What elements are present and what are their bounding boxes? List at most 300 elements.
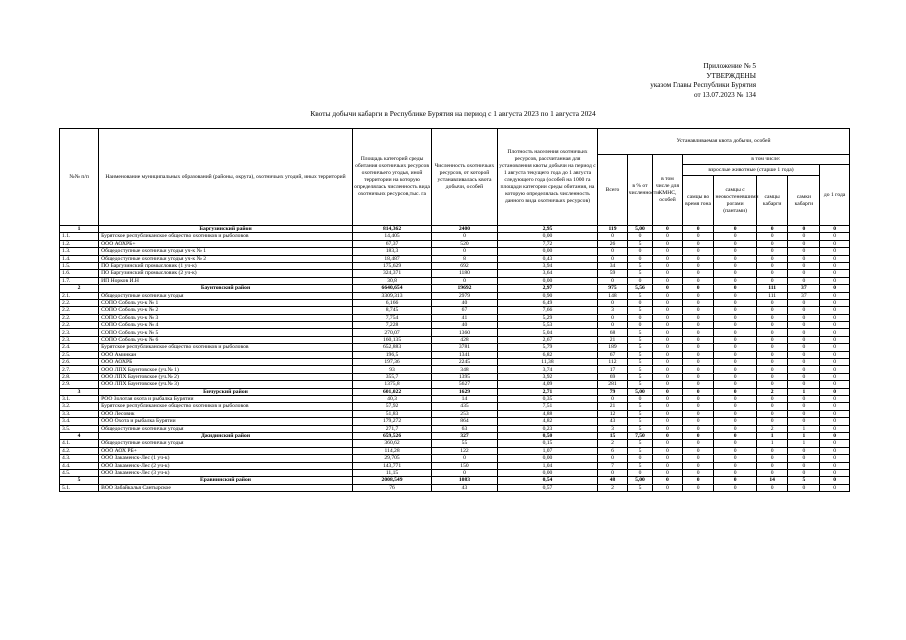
row-number: 4.3. bbox=[60, 455, 99, 462]
row-females: 0 bbox=[788, 322, 820, 329]
row-pct: 5,00 bbox=[627, 388, 652, 395]
row-total: 43 bbox=[598, 418, 628, 425]
row-count: 435 bbox=[432, 403, 498, 410]
table-row bbox=[60, 351, 850, 358]
row-kmns: 0 bbox=[653, 285, 683, 292]
row-area: 2008,549 bbox=[352, 477, 431, 484]
header-density: Плотность населения охотничьих ресурсов, рассчитанная для установления квоты добычи на период с 1 августа текущего года до 1 августа следующего года (особей на 1000 га площади категории среды обитания, на которую определялась численность данного вида охотничьих ресурсов) bbox=[497, 129, 597, 226]
row-young: 0 bbox=[820, 248, 850, 255]
row-count: 41 bbox=[432, 314, 498, 321]
row-males: 0 bbox=[756, 240, 788, 247]
row-males-antlers: 0 bbox=[714, 270, 756, 277]
row-young: 0 bbox=[820, 314, 850, 321]
row-density: 7,72 bbox=[497, 240, 597, 247]
row-area: 183,3 bbox=[352, 248, 431, 255]
row-young: 0 bbox=[820, 410, 850, 417]
row-total: 0 bbox=[598, 299, 628, 306]
row-females: 5 bbox=[788, 477, 820, 484]
row-count: 2979 bbox=[432, 292, 498, 299]
table-row bbox=[60, 403, 850, 410]
row-name: Общедоступные охотничьи угодья уч-к № 1 bbox=[99, 248, 353, 255]
row-males-antlers: 0 bbox=[714, 292, 756, 299]
table-row bbox=[60, 270, 850, 277]
decree-date: от 13.07.2023 № 134 bbox=[693, 90, 756, 99]
row-number: 3.3. bbox=[60, 410, 99, 417]
row-total: 112 bbox=[598, 359, 628, 366]
row-total: 79 bbox=[598, 388, 628, 395]
row-males-rut: 0 bbox=[682, 359, 714, 366]
row-total: 975 bbox=[598, 285, 628, 292]
row-females: 37 bbox=[788, 285, 820, 292]
row-count: 14 bbox=[432, 395, 498, 402]
row-pct: 0 bbox=[627, 255, 652, 262]
row-males: 0 bbox=[756, 381, 788, 388]
row-number: 2.5. bbox=[60, 351, 99, 358]
row-count: 864 bbox=[432, 418, 498, 425]
row-total: 0 bbox=[598, 248, 628, 255]
row-count: 0 bbox=[432, 248, 498, 255]
row-pct: 5 bbox=[627, 307, 652, 314]
row-young: 0 bbox=[820, 255, 850, 262]
row-kmns: 0 bbox=[653, 425, 683, 432]
row-kmns: 0 bbox=[653, 432, 683, 439]
row-males-antlers: 0 bbox=[714, 336, 756, 343]
row-females: 0 bbox=[788, 248, 820, 255]
row-area: 197,36 bbox=[352, 359, 431, 366]
district-row bbox=[60, 432, 850, 439]
row-pct: 5 bbox=[627, 373, 652, 380]
row-number: 2.6. bbox=[60, 359, 99, 366]
row-name: ООО Лесовик bbox=[99, 410, 353, 417]
row-pct: 5 bbox=[627, 336, 652, 343]
row-males-rut: 0 bbox=[682, 388, 714, 395]
row-pct: 5 bbox=[627, 270, 652, 277]
appendix-label: Приложение № 5 bbox=[703, 62, 756, 70]
row-females: 0 bbox=[788, 410, 820, 417]
table-row bbox=[60, 233, 850, 240]
row-count: 1180 bbox=[432, 270, 498, 277]
row-kmns: 0 bbox=[653, 277, 683, 284]
row-males-rut: 0 bbox=[682, 307, 714, 314]
row-females: 0 bbox=[788, 233, 820, 240]
row-young: 0 bbox=[820, 233, 850, 240]
table-body bbox=[60, 226, 850, 492]
district-row bbox=[60, 226, 850, 233]
row-young: 0 bbox=[820, 299, 850, 306]
row-name: ООО ЛПХ Баунтовское (уч.№ 3) bbox=[99, 381, 353, 388]
row-name: ООО Охота и рыбалка Бурятии bbox=[99, 418, 353, 425]
row-males-antlers: 0 bbox=[714, 432, 756, 439]
row-females: 0 bbox=[788, 447, 820, 454]
row-number: 2.2. bbox=[60, 314, 99, 321]
row-number: 1.7. bbox=[60, 277, 99, 284]
row-area: 355,7 bbox=[352, 373, 431, 380]
row-males: 1 bbox=[756, 432, 788, 439]
document-title: Квоты добычи кабарги в Республике Бурятия на период с 1 августа 2023 по 1 августа 2024 bbox=[310, 109, 596, 118]
row-males-antlers: 0 bbox=[714, 359, 756, 366]
row-area: 14,405 bbox=[352, 233, 431, 240]
header-pct: в % от численности bbox=[627, 155, 652, 226]
row-area: 179,272 bbox=[352, 418, 431, 425]
row-males: 0 bbox=[756, 322, 788, 329]
row-males-antlers: 0 bbox=[714, 307, 756, 314]
row-males-antlers: 0 bbox=[714, 329, 756, 336]
row-number: 3.1. bbox=[60, 395, 99, 402]
row-young: 0 bbox=[820, 432, 850, 439]
row-males-rut: 0 bbox=[682, 477, 714, 484]
row-number: 3 bbox=[60, 388, 99, 395]
header-total: Всего bbox=[598, 155, 628, 226]
row-total: 48 bbox=[598, 477, 628, 484]
row-males-antlers: 0 bbox=[714, 322, 756, 329]
row-young: 0 bbox=[820, 226, 850, 233]
row-total: 67 bbox=[598, 351, 628, 358]
row-males-rut: 0 bbox=[682, 277, 714, 284]
row-males: 0 bbox=[756, 329, 788, 336]
row-pct: 5 bbox=[627, 344, 652, 351]
row-young: 0 bbox=[820, 455, 850, 462]
row-young: 0 bbox=[820, 336, 850, 343]
row-area: 67,37 bbox=[352, 240, 431, 247]
row-area: 7,754 bbox=[352, 314, 431, 321]
district-row bbox=[60, 388, 850, 395]
row-density: 5,53 bbox=[497, 322, 597, 329]
row-total: 15 bbox=[598, 432, 628, 439]
row-total: 34 bbox=[598, 262, 628, 269]
row-count: 520 bbox=[432, 240, 498, 247]
row-young: 0 bbox=[820, 469, 850, 476]
row-name: Бичурский район bbox=[99, 388, 353, 395]
row-total: 0 bbox=[598, 395, 628, 402]
row-females: 0 bbox=[788, 469, 820, 476]
row-density: 0,00 bbox=[497, 469, 597, 476]
row-pct: 5,00 bbox=[627, 226, 652, 233]
row-area: 652,883 bbox=[352, 344, 431, 351]
row-young: 0 bbox=[820, 270, 850, 277]
row-area: 76 bbox=[352, 484, 431, 491]
row-kmns: 0 bbox=[653, 262, 683, 269]
row-pct: 5 bbox=[627, 447, 652, 454]
row-pct: 5 bbox=[627, 359, 652, 366]
row-name: ООО Закаменск-Лес (2 уч-к) bbox=[99, 462, 353, 469]
row-number: 1 bbox=[60, 226, 99, 233]
row-males-rut: 0 bbox=[682, 336, 714, 343]
row-density: 3,94 bbox=[497, 262, 597, 269]
row-young: 0 bbox=[820, 418, 850, 425]
row-total: 148 bbox=[598, 292, 628, 299]
row-name: ООО АОХРБ+ bbox=[99, 240, 353, 247]
row-density: 7,51 bbox=[497, 403, 597, 410]
row-males-antlers: 0 bbox=[714, 462, 756, 469]
row-name: Общедоступные охотничьи угодья bbox=[99, 292, 353, 299]
row-density: 6,82 bbox=[497, 351, 597, 358]
row-young: 0 bbox=[820, 395, 850, 402]
row-total: 21 bbox=[598, 336, 628, 343]
row-total: 0 bbox=[598, 322, 628, 329]
row-total: 0 bbox=[598, 469, 628, 476]
district-row bbox=[60, 285, 850, 292]
row-count: 67 bbox=[432, 307, 498, 314]
row-name: ПО Баргузинский промысловик (1 уч-к) bbox=[99, 262, 353, 269]
row-males-antlers: 0 bbox=[714, 299, 756, 306]
row-males-rut: 0 bbox=[682, 469, 714, 476]
row-area: 360,62 bbox=[352, 440, 431, 447]
row-total: 59 bbox=[598, 270, 628, 277]
row-name: СОПО Соболь уч-к № 1 bbox=[99, 299, 353, 306]
row-number: 2.8. bbox=[60, 373, 99, 380]
row-name: ООО Закаменск-Лес (3 уч-к) bbox=[99, 469, 353, 476]
row-density: 0,15 bbox=[497, 440, 597, 447]
row-name: Бурятское республиканское общество охотников и рыболовов bbox=[99, 344, 353, 351]
row-males-antlers: 0 bbox=[714, 255, 756, 262]
row-young: 0 bbox=[820, 262, 850, 269]
table-row bbox=[60, 240, 850, 247]
row-name: Бурятское республиканское общество охотников и рыболовов bbox=[99, 403, 353, 410]
row-males-antlers: 0 bbox=[714, 240, 756, 247]
row-name: СОПО Соболь уч-к № 5 bbox=[99, 329, 353, 336]
row-females: 0 bbox=[788, 299, 820, 306]
row-young: 0 bbox=[820, 388, 850, 395]
row-total: 0 bbox=[598, 255, 628, 262]
row-young: 0 bbox=[820, 240, 850, 247]
table-row bbox=[60, 395, 850, 402]
row-total: 119 bbox=[598, 226, 628, 233]
row-name: Джидинский район bbox=[99, 432, 353, 439]
row-count: 5627 bbox=[432, 381, 498, 388]
row-number: 2.2. bbox=[60, 307, 99, 314]
row-density: 0,00 bbox=[497, 455, 597, 462]
row-males-rut: 0 bbox=[682, 432, 714, 439]
row-name: Общедоступные охотничьи угодья уч-к № 2 bbox=[99, 255, 353, 262]
row-males-rut: 0 bbox=[682, 344, 714, 351]
table-row bbox=[60, 329, 850, 336]
row-females: 1 bbox=[788, 425, 820, 432]
row-females: 1 bbox=[788, 388, 820, 395]
table-row bbox=[60, 255, 850, 262]
table-row bbox=[60, 359, 850, 366]
table-row bbox=[60, 462, 850, 469]
row-total: 3 bbox=[598, 307, 628, 314]
row-males: 0 bbox=[756, 469, 788, 476]
row-number: 1.2. bbox=[60, 240, 99, 247]
row-number: 1.5. bbox=[60, 262, 99, 269]
row-area: 8,745 bbox=[352, 307, 431, 314]
row-total: 12 bbox=[598, 410, 628, 417]
row-females: 0 bbox=[788, 381, 820, 388]
row-density: 7,66 bbox=[497, 307, 597, 314]
row-females: 0 bbox=[788, 270, 820, 277]
table-row bbox=[60, 248, 850, 255]
row-males: 0 bbox=[756, 314, 788, 321]
table-row bbox=[60, 366, 850, 373]
row-pct: 5 bbox=[627, 366, 652, 373]
row-males: 0 bbox=[756, 410, 788, 417]
row-males-rut: 0 bbox=[682, 366, 714, 373]
row-pct: 5 bbox=[627, 425, 652, 432]
row-name: ПО Баргузинский промысловик (2 уч-к) bbox=[99, 270, 353, 277]
row-area: 601,022 bbox=[352, 388, 431, 395]
row-young: 0 bbox=[820, 381, 850, 388]
table-row bbox=[60, 410, 850, 417]
row-count: 2400 bbox=[432, 226, 498, 233]
row-number: 1.3. bbox=[60, 248, 99, 255]
table-row bbox=[60, 440, 850, 447]
row-females: 0 bbox=[788, 366, 820, 373]
row-density: 5,29 bbox=[497, 314, 597, 321]
row-count: 1629 bbox=[432, 388, 498, 395]
table-row bbox=[60, 314, 850, 321]
row-area: 11,15 bbox=[352, 469, 431, 476]
row-count: 0 bbox=[432, 455, 498, 462]
row-density: 0,43 bbox=[497, 255, 597, 262]
row-area: 93 bbox=[352, 366, 431, 373]
row-name: Общедоступные охотничьи угодья bbox=[99, 425, 353, 432]
row-males-antlers: 0 bbox=[714, 233, 756, 240]
row-males: 0 bbox=[756, 373, 788, 380]
row-number: 1.1. bbox=[60, 233, 99, 240]
decree-label: указом Главы Республики Бурятия bbox=[650, 81, 756, 90]
row-area: 175,629 bbox=[352, 262, 431, 269]
row-count: 0 bbox=[432, 469, 498, 476]
row-males-antlers: 0 bbox=[714, 388, 756, 395]
row-pct: 5 bbox=[627, 240, 652, 247]
row-males: 0 bbox=[756, 418, 788, 425]
row-males: 0 bbox=[756, 248, 788, 255]
row-name: ООО Аминкан bbox=[99, 351, 353, 358]
row-name: СОПО Соболь уч-к № 6 bbox=[99, 336, 353, 343]
row-kmns: 0 bbox=[653, 336, 683, 343]
row-females: 1 bbox=[788, 440, 820, 447]
row-males: 1 bbox=[756, 440, 788, 447]
row-kmns: 0 bbox=[653, 226, 683, 233]
row-density: 2,67 bbox=[497, 336, 597, 343]
row-total: 7 bbox=[598, 462, 628, 469]
row-count: 1395 bbox=[432, 373, 498, 380]
table-row bbox=[60, 484, 850, 491]
row-kmns: 0 bbox=[653, 270, 683, 277]
row-males-antlers: 0 bbox=[714, 484, 756, 491]
row-kmns: 0 bbox=[653, 388, 683, 395]
row-males-rut: 0 bbox=[682, 373, 714, 380]
row-total: 6 bbox=[598, 447, 628, 454]
row-males: 0 bbox=[756, 270, 788, 277]
row-males-antlers: 0 bbox=[714, 381, 756, 388]
row-males-rut: 0 bbox=[682, 484, 714, 491]
row-young: 0 bbox=[820, 292, 850, 299]
row-name: Баунтовский район bbox=[99, 285, 353, 292]
row-density: 5,79 bbox=[497, 344, 597, 351]
row-females: 0 bbox=[788, 336, 820, 343]
row-number: 4 bbox=[60, 432, 99, 439]
row-area: 3309,313 bbox=[352, 292, 431, 299]
row-count: 40 bbox=[432, 322, 498, 329]
row-males: 0 bbox=[756, 351, 788, 358]
table-row bbox=[60, 307, 850, 314]
row-females: 0 bbox=[788, 418, 820, 425]
row-females: 0 bbox=[788, 484, 820, 491]
row-males: 0 bbox=[756, 359, 788, 366]
row-kmns: 0 bbox=[653, 359, 683, 366]
row-males: 0 bbox=[756, 307, 788, 314]
row-kmns: 0 bbox=[653, 484, 683, 491]
row-young: 0 bbox=[820, 373, 850, 380]
row-males-rut: 0 bbox=[682, 322, 714, 329]
row-males-rut: 0 bbox=[682, 285, 714, 292]
table-row bbox=[60, 262, 850, 269]
row-density: 2,71 bbox=[497, 388, 597, 395]
row-name: Баргузинский район bbox=[99, 226, 353, 233]
row-total: 2 bbox=[598, 440, 628, 447]
row-area: 160,135 bbox=[352, 336, 431, 343]
row-count: 40 bbox=[432, 299, 498, 306]
row-males-antlers: 0 bbox=[714, 469, 756, 476]
row-number: 4.1. bbox=[60, 440, 99, 447]
row-kmns: 0 bbox=[653, 248, 683, 255]
row-pct: 0 bbox=[627, 395, 652, 402]
row-females: 0 bbox=[788, 462, 820, 469]
row-count: 8 bbox=[432, 255, 498, 262]
header-kmns: в том числе для КМНС, особей bbox=[653, 155, 683, 226]
row-females: 0 bbox=[788, 307, 820, 314]
row-males: 0 bbox=[756, 226, 788, 233]
row-density: 2,97 bbox=[497, 285, 597, 292]
header-incl: в том числе: bbox=[682, 155, 849, 165]
table-row bbox=[60, 277, 850, 284]
row-males-rut: 0 bbox=[682, 299, 714, 306]
row-count: 1083 bbox=[432, 477, 498, 484]
row-name: ООО Закаменск-Лес (1 уч-к) bbox=[99, 455, 353, 462]
row-young: 0 bbox=[820, 277, 850, 284]
row-total: 0 bbox=[598, 277, 628, 284]
row-males-rut: 0 bbox=[682, 440, 714, 447]
row-kmns: 0 bbox=[653, 344, 683, 351]
row-kmns: 0 bbox=[653, 255, 683, 262]
row-count: 348 bbox=[432, 366, 498, 373]
row-males-antlers: 0 bbox=[714, 344, 756, 351]
row-males-antlers: 0 bbox=[714, 277, 756, 284]
table-row bbox=[60, 292, 850, 299]
row-area: 6640,654 bbox=[352, 285, 431, 292]
row-pct: 0 bbox=[627, 314, 652, 321]
row-name: Общедоступные охотничьи угодья bbox=[99, 440, 353, 447]
row-density: 0,00 bbox=[497, 233, 597, 240]
row-count: 150 bbox=[432, 462, 498, 469]
row-males-antlers: 0 bbox=[714, 410, 756, 417]
row-kmns: 0 bbox=[653, 447, 683, 454]
row-kmns: 0 bbox=[653, 314, 683, 321]
row-females: 0 bbox=[788, 314, 820, 321]
row-density: 0,23 bbox=[497, 425, 597, 432]
row-pct: 5 bbox=[627, 292, 652, 299]
row-count: 327 bbox=[432, 432, 498, 439]
row-males-antlers: 0 bbox=[714, 285, 756, 292]
row-name: Бурятское республиканское общество охотников и рыболовов bbox=[99, 233, 353, 240]
row-density: 0,90 bbox=[497, 292, 597, 299]
row-young: 0 bbox=[820, 344, 850, 351]
row-pct: 0 bbox=[627, 469, 652, 476]
row-females: 0 bbox=[788, 455, 820, 462]
row-count: 1360 bbox=[432, 329, 498, 336]
row-young: 0 bbox=[820, 307, 850, 314]
row-total: 69 bbox=[598, 373, 628, 380]
row-pct: 5 bbox=[627, 403, 652, 410]
row-name: РОО Золотая охота и рыбалка Бурятии bbox=[99, 395, 353, 402]
row-young: 0 bbox=[820, 285, 850, 292]
row-kmns: 0 bbox=[653, 440, 683, 447]
row-males-rut: 0 bbox=[682, 270, 714, 277]
row-density: 3,92 bbox=[497, 373, 597, 380]
row-females: 0 bbox=[788, 403, 820, 410]
